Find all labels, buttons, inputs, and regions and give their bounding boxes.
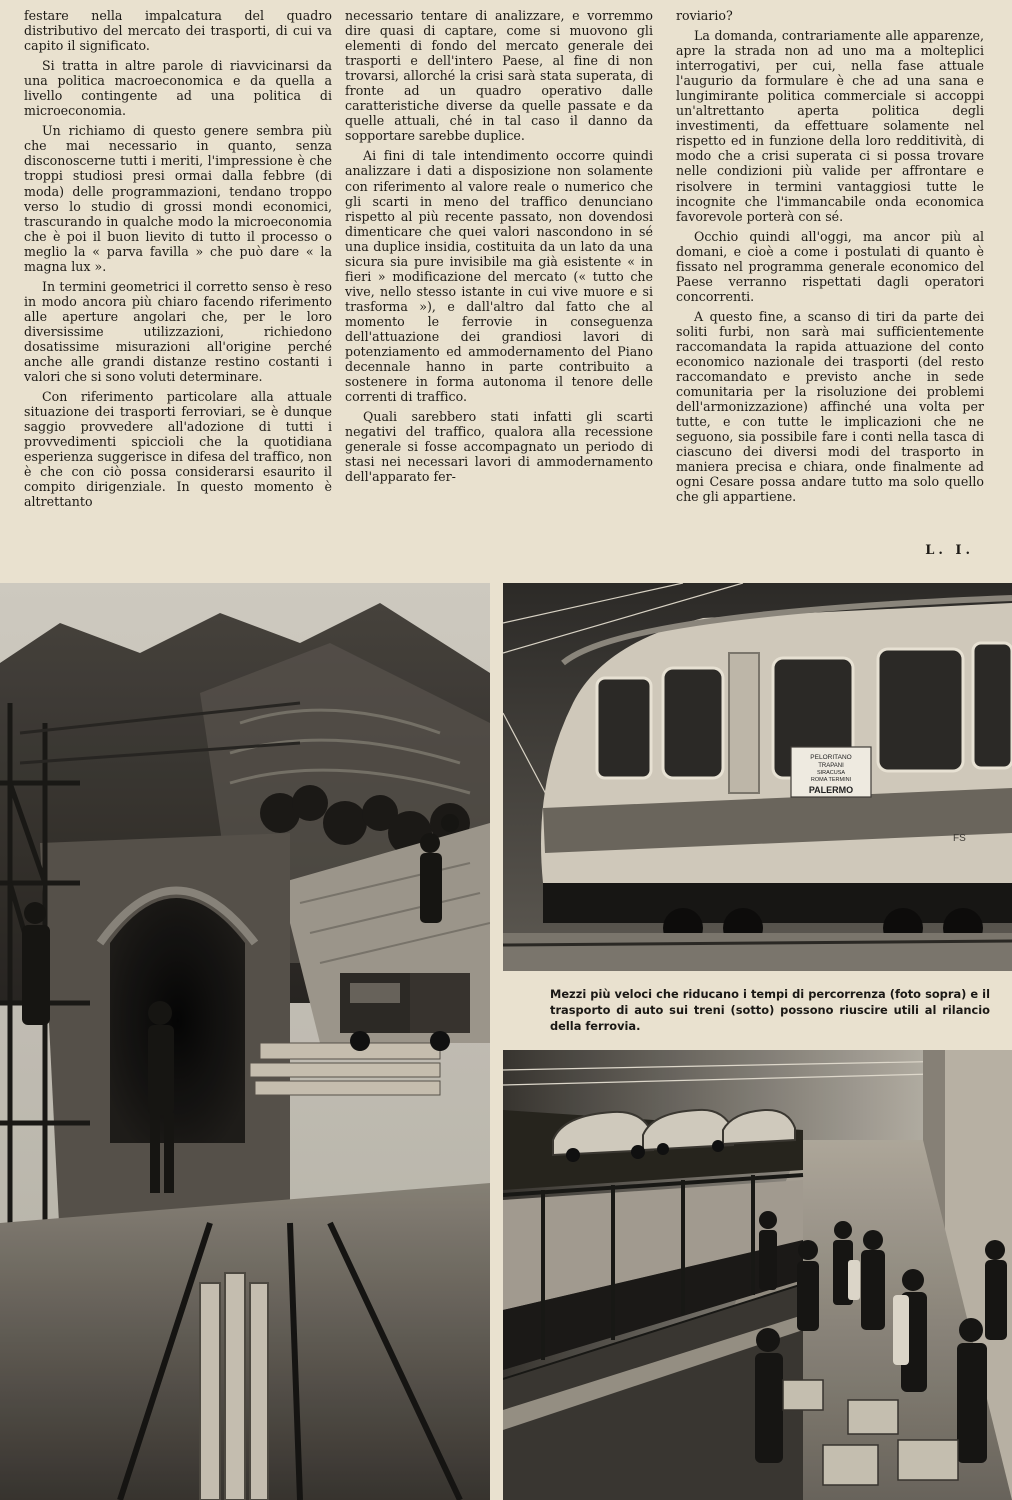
- author-signature: L. I.: [925, 543, 974, 558]
- article-column-2: [345, 8, 653, 489]
- paragraph: Quali sarebbero stati infatti gli scarti negativi del traffico, qualora alla recessione generale si fosse accompagnato un periodo di stasi nei necessari lavori di ammodernamento dell'apparato fer-: [345, 409, 653, 485]
- sign-line: PELORITANO: [810, 754, 852, 761]
- sign-destination: PALERMO: [808, 785, 854, 795]
- article-column-3: [676, 8, 984, 510]
- photo-caption: Mezzi più veloci che riducano i tempi di percorrenza (foto sopra) e il trasporto di auto sui treni (sotto) possono riuscire utili al rilancio della ferrovia.: [550, 987, 990, 1033]
- fast-train-photo: [503, 583, 1012, 971]
- paragraph: roviario?: [676, 8, 733, 23]
- paragraph: Un richiamo di questo genere sembra più che mai necessario in quanto, senza disconoscerne tutti i meriti, l'impressione è che troppi studiosi presi ormai dalla febbre (di moda) delle programmazioni, tendano troppo verso lo studio di grossi mondi economici, trascurando in qualche modo la microeconomia che è poi il buon lievito di tutto il processo o meglio la « parva favilla » che può dare « la magna lux ».: [24, 123, 332, 274]
- paragraph: Ai fini di tale intendimento occorre quindi analizzare i dati a disposizione non solamente con riferimento al valore reale o numerico che gli scarti in meno del traffico denunciano rispetto al più recente passato, non dovendosi dimenticare che quei valori nascondono in sé una duplice insidia, costituita da un lato da una sicura sia pure invisibile ma già esistente « in fieri » modificazione del mercato (« tutto che vive, nello stesso istante in cui vive muore e si trasforma »), e dall'altro dal fatto che al momento le ferrovie in conseguenza dell'attuazione dei grandiosi lavori di potenziamento ed ammodernamento del Piano decennale hanno in parte contribuito a sostenere in forma autonoma il tenore delle correnti di traffico.: [345, 148, 653, 405]
- paragraph: A questo fine, a scanso di tiri da parte dei soliti furbi, non sarà mai sufficientemente raccomandata la rapida attuazione del conto economico nazionale dei trasporti (del resto raccomandato e previsto anche in sede comunitaria per la risoluzione dei problemi dell'armonizzazione) affinché una volta per tutte, e con tutte le implicazioni che ne seguono, sia possibile fare i conti nella tasca di ciascuno dei diversi modi del trasporto in maniera precisa e chiara, onde finalmente ad ogni Cesare possa andare tutto ma solo quello che gli appartiene.: [676, 308, 984, 505]
- train-mark: FS: [953, 833, 966, 844]
- paragraph: Si tratta in altre parole di riavvicinarsi da una politica macroeconomica e da quella a livello contingente ad una politica di microeconomia.: [24, 58, 332, 119]
- paragraph: Con riferimento particolare alla attuale situazione dei trasporti ferroviari, se è dunque saggio provvedere all'adozione di tutti i provvedimenti spiccioli che la quotidiana esperienza suggerisce in difesa del traffico, non è che con ciò possa considerarsi esaurito il compito dirigenziale. In questo momento è altrettanto: [24, 389, 332, 510]
- paragraph: Occhio quindi all'oggi, ma ancor più al domani, e cioè a come i postulati di quanto è fissato nel programma generale economico del Paese verranno rispettati dagli operatori concorrenti.: [676, 228, 984, 304]
- paragraph: necessario tentare di analizzare, e vorremmo dire quasi di captare, come si muovono gli elementi di fondo del mercato generale dei trasporti e dell'intero Paese, al fine di non trovarsi, allorché la crisi sarà stata superata, di fronte ad un quadro operativo dalle caratteristiche diverse da quelle passate e da quelle attuali, ché in tal caso il danno da sopportare sarebbe duplice.: [345, 8, 653, 144]
- article-column-1: [24, 8, 332, 515]
- paragraph: festare nella impalcatura del quadro distributivo del mercato dei trasporti, di cui va capito il significato.: [24, 8, 332, 54]
- paragraph: La domanda, contrariamente alle apparenze, apre la strada non ad uno ma a molteplici interrogativi, per cui, nella fase attuale l'augurio da formulare è che ad una sana e lungimirante politica commerciale si accoppi un'altrettanto aperta politica degli investimenti, da effettuare solamente nel rispetto ed in funzione della loro redditività, di modo che a crisi superata ci si possa trovare nelle condizioni più valide per affrontare e risolvere in termini vantaggiosi tutte le incognite che l'immancabile onda economica favorevole porterà con sé.: [676, 28, 984, 224]
- sign-line: SIRACUSA: [816, 770, 846, 776]
- car-carrier-train-photo: [503, 1050, 1012, 1500]
- tunnel-construction-photo: [0, 583, 490, 1500]
- sign-line: ROMA TERMINI: [810, 777, 852, 783]
- paragraph: In termini geometrici il corretto senso è reso in modo ancora più chiaro facendo riferimento alle aperture angolari che, per le loro diversissime utilizzazioni, richiedono dosatissime misurazioni all'origine perché anche alle grandi distanze restino costanti i valori che si sono voluti determinare.: [24, 278, 332, 385]
- sign-line: TRAPANI: [818, 763, 844, 769]
